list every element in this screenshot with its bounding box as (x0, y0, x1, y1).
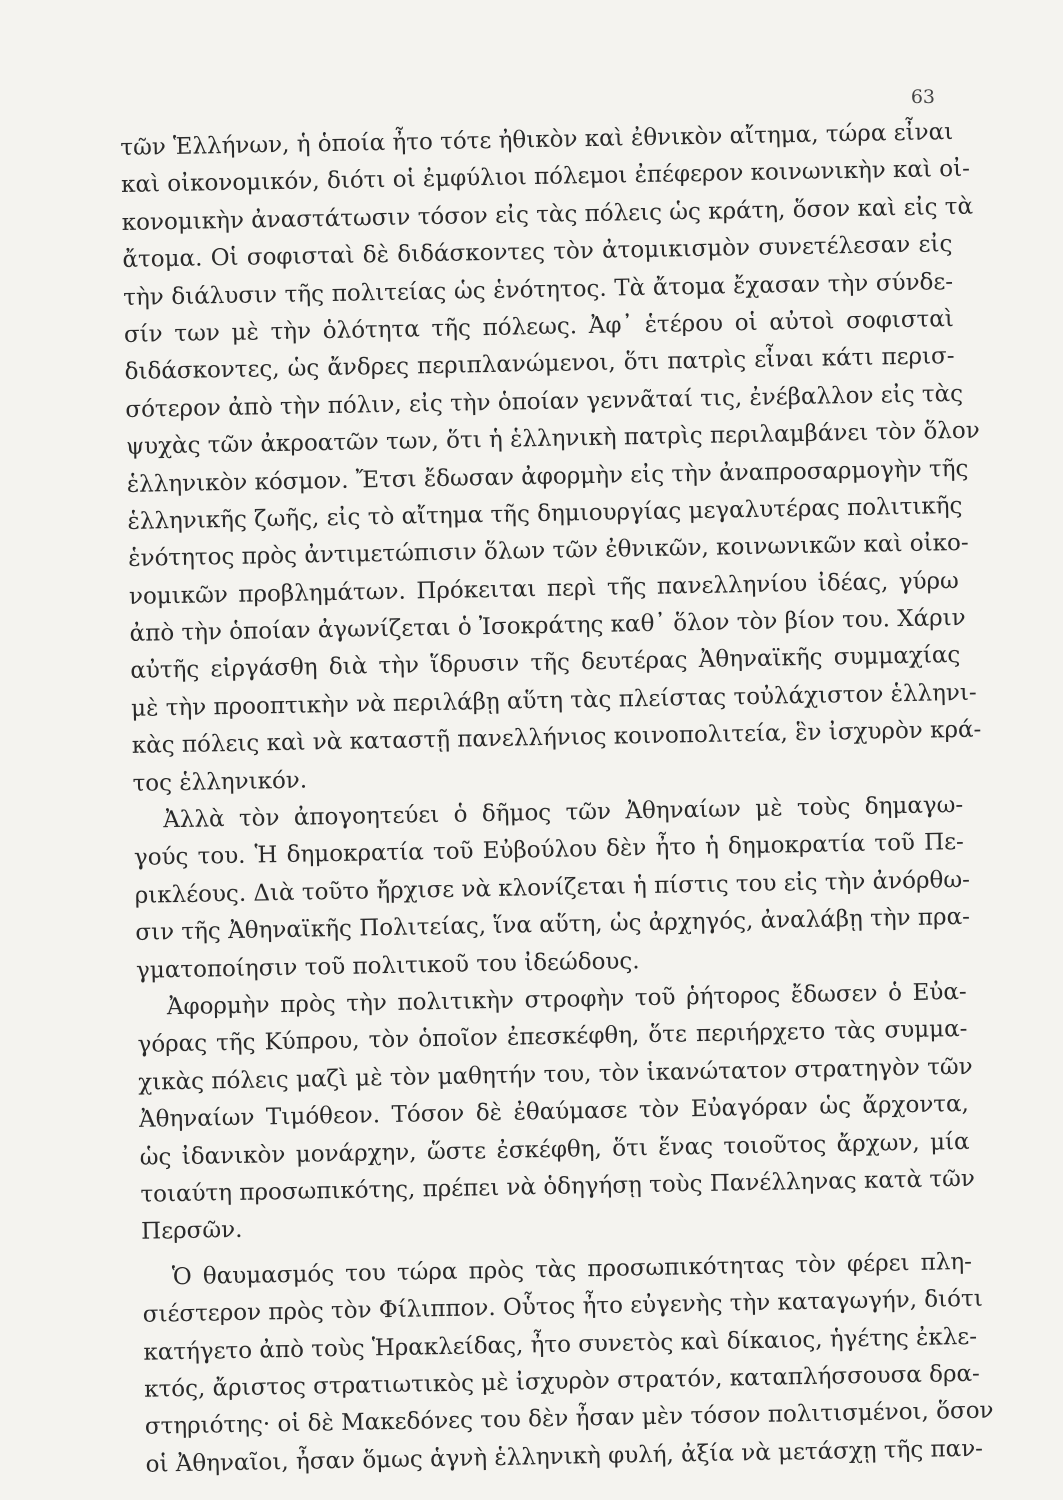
text-line: γούς του. Ἡ δημοκρατία τοῦ Εὐβούλου δὲν ἦτο ἡ δημοκρατία τοῦ Πε- (133, 829, 965, 872)
text-line: ἑλληνικὸν κόσμον. Ἔτσι ἔδωσαν ἀφορμὴν εἰς τὴν ἀναπροσαρμογὴν τῆς (126, 455, 969, 498)
text-line: ἑλληνικῆς ζωῆς, εἰς τὸ αἴτημα τῆς δημιουργίας μεγαλυτέρας πολιτικῆς (127, 492, 963, 535)
text-line: τῶν Ἑλλήνων, ἡ ὁποία ἦτο τότε ἠθικὸν καὶ ἐθνικὸν αἴτημα, τώρα εἶναι (120, 119, 954, 161)
text-line: ρικλέους. Διὰ τοῦτο ἤρχισε νὰ κλονίζεται ἡ πίστις του εἰς τὴν ἀνόρθω- (134, 866, 971, 909)
text-line: τοιαύτη προσωπικότης, πρέπει νὰ ὁδηγήσῃ τοὺς Πανέλληνας κατὰ τῶν (140, 1165, 976, 1208)
text-line: ἑνότητος πρὸς ἀντιμετώπισιν ὅλων τῶν ἐθνικῶν, κοινωνικῶν καὶ οἰκο- (127, 530, 969, 573)
text-line: κατήγετο ἀπὸ τοὺς Ἡρακλείδας, ἦτο συνετὸς καὶ δίκαιος, ἡγέτης ἐκλε- (143, 1323, 978, 1366)
text-line: κὰς πόλεις καὶ νὰ καταστῇ πανελλήνιος κοινοπολιτεία, ἓν ἰσχυρὸν κρά- (131, 716, 982, 760)
text-line: ὡς ἰδανικὸν μονάρχην, ὥστε ἐσκέφθη, ὅτι ἕνας τοιοῦτος ἄρχων, μία (139, 1128, 970, 1171)
text-line: σότερον ἀπὸ τὴν πόλιν, εἰς τὴν ὁποίαν γεννᾶταί τις, ἐνέβαλλον εἰς τὰς (125, 380, 964, 423)
body-text (120, 114, 994, 1484)
text-line: οἱ Ἀθηναῖοι, ἦσαν ὅμως ἁγνὴ ἑλληνικὴ φυλή, ἀξία νὰ μετάσχῃ τῆς παν- (145, 1435, 984, 1478)
text-line: τος ἑλληνικόν. (132, 767, 308, 797)
text-line: στηριότης· οἱ δὲ Μακεδόνες του δὲν ἦσαν μὲν τόσον πολιτισμένοι, ὅσον (144, 1397, 994, 1441)
text-line: χικὰς πόλεις μαζὶ μὲ τὸν μαθητήν του, τὸν ἱκανώτατον στρατηγὸν τῶν (138, 1053, 973, 1096)
text-line: μὲ τὴν προοπτικὴν νὰ περιλάβῃ αὕτη τὰς πλείστας τοὐλάχιστον ἑλληνι- (130, 679, 977, 722)
text-line: Ἀφορμὴν πρὸς τὴν πολιτικὴν στροφὴν τοῦ ῥήτορος ἔδωσεν ὁ Εὐα- (166, 978, 967, 1021)
text-line: ἀπὸ τὴν ὁποίαν ἀγωνίζεται ὁ Ἰσοκράτης καθ᾽ ὅλον τὸν βίον του. Χάριν (129, 604, 966, 647)
text-line: Περσῶν. (140, 1217, 243, 1246)
text-line: σίν των μὲ τὴν ὁλότητα τῆς πόλεως. Ἀφ᾽ ἑτέρου οἱ αὐτοὶ σοφισταὶ (123, 305, 955, 348)
text-line: αὐτῆς εἰργάσθη διὰ τὴν ἵδρυσιν τῆς δευτέρας Ἀθηναϊκῆς συμμαχίας (130, 642, 961, 685)
text-line: Ἀθηναίων Τιμόθεον. Τόσον δὲ ἐθαύμασε τὸν Εὐαγόραν ὡς ἄρχοντα, (138, 1091, 970, 1133)
text-line: Ὁ θαυμασμός του τώρα πρὸς τὰς προσωπικότητας τὸν φέρει πλη- (171, 1248, 973, 1290)
text-line: κτός, ἄριστος στρατιωτικὸς μὲ ἰσχυρὸν στρατόν, καταπλήσσουσα δρα- (143, 1360, 981, 1403)
text-line: ἄτομα. Οἱ σοφισταὶ δὲ διδάσκοντες τὸν ἀτομικισμὸν συνετέλεσαν εἰς (122, 231, 953, 274)
text-line: διδάσκοντες, ὡς ἄνδρες περιπλανώμενοι, ὅτι πατρὶς εἶναι κάτι περισ- (124, 343, 955, 386)
text-line: καὶ οἰκονομικόν, διότι οἱ ἐμφύλιοι πόλεμοι ἐπέφερον κοινωνικὴν καὶ οἰ- (120, 156, 971, 199)
text-line: κονομικὴν ἀναστάτωσιν τόσον εἰς τὰς πόλεις ὡς κράτη, ὅσον καὶ εἰς τὰ (121, 193, 974, 236)
text-line: νομικῶν προβλημάτων. Πρόκειται περὶ τῆς πανελληνίου ἰδέας, γύρω (128, 567, 960, 610)
text-line: γματοποίησιν τοῦ πολιτικοῦ του ἰδεώδους. (135, 947, 640, 984)
text-line: Ἀλλὰ τὸν ἀπογοητεύει ὁ δῆμος τῶν Ἀθηναίων μὲ τοὺς δημαγω- (163, 791, 964, 834)
text-line: τὴν διάλυσιν τῆς πολιτείας ὡς ἑνότητος. Τὰ ἄτομα ἔχασαν τὴν σύνδε- (122, 268, 954, 311)
text-line: ψυχὰς τῶν ἀκροατῶν των, ὅτι ἡ ἑλληνικὴ πατρὶς περιλαμβάνει τὸν ὅλον (125, 417, 980, 461)
page-number: 63 (910, 86, 935, 108)
text-line: σιέστερον πρὸς τὸν Φίλιππον. Οὗτος ἦτο εὐγενὴς τὴν καταγωγήν, διότι (142, 1285, 984, 1328)
text-line: γόρας τῆς Κύπρου, τὸν ὁποῖον ἐπεσκέφθη, ὅτε περιήρχετο τὰς συμμα- (137, 1016, 968, 1059)
text-line: σιν τῆς Ἀθηναϊκῆς Πολιτείας, ἵνα αὕτη, ὡς ἀρχηγός, ἀναλάβῃ τὴν πρα- (135, 904, 971, 947)
